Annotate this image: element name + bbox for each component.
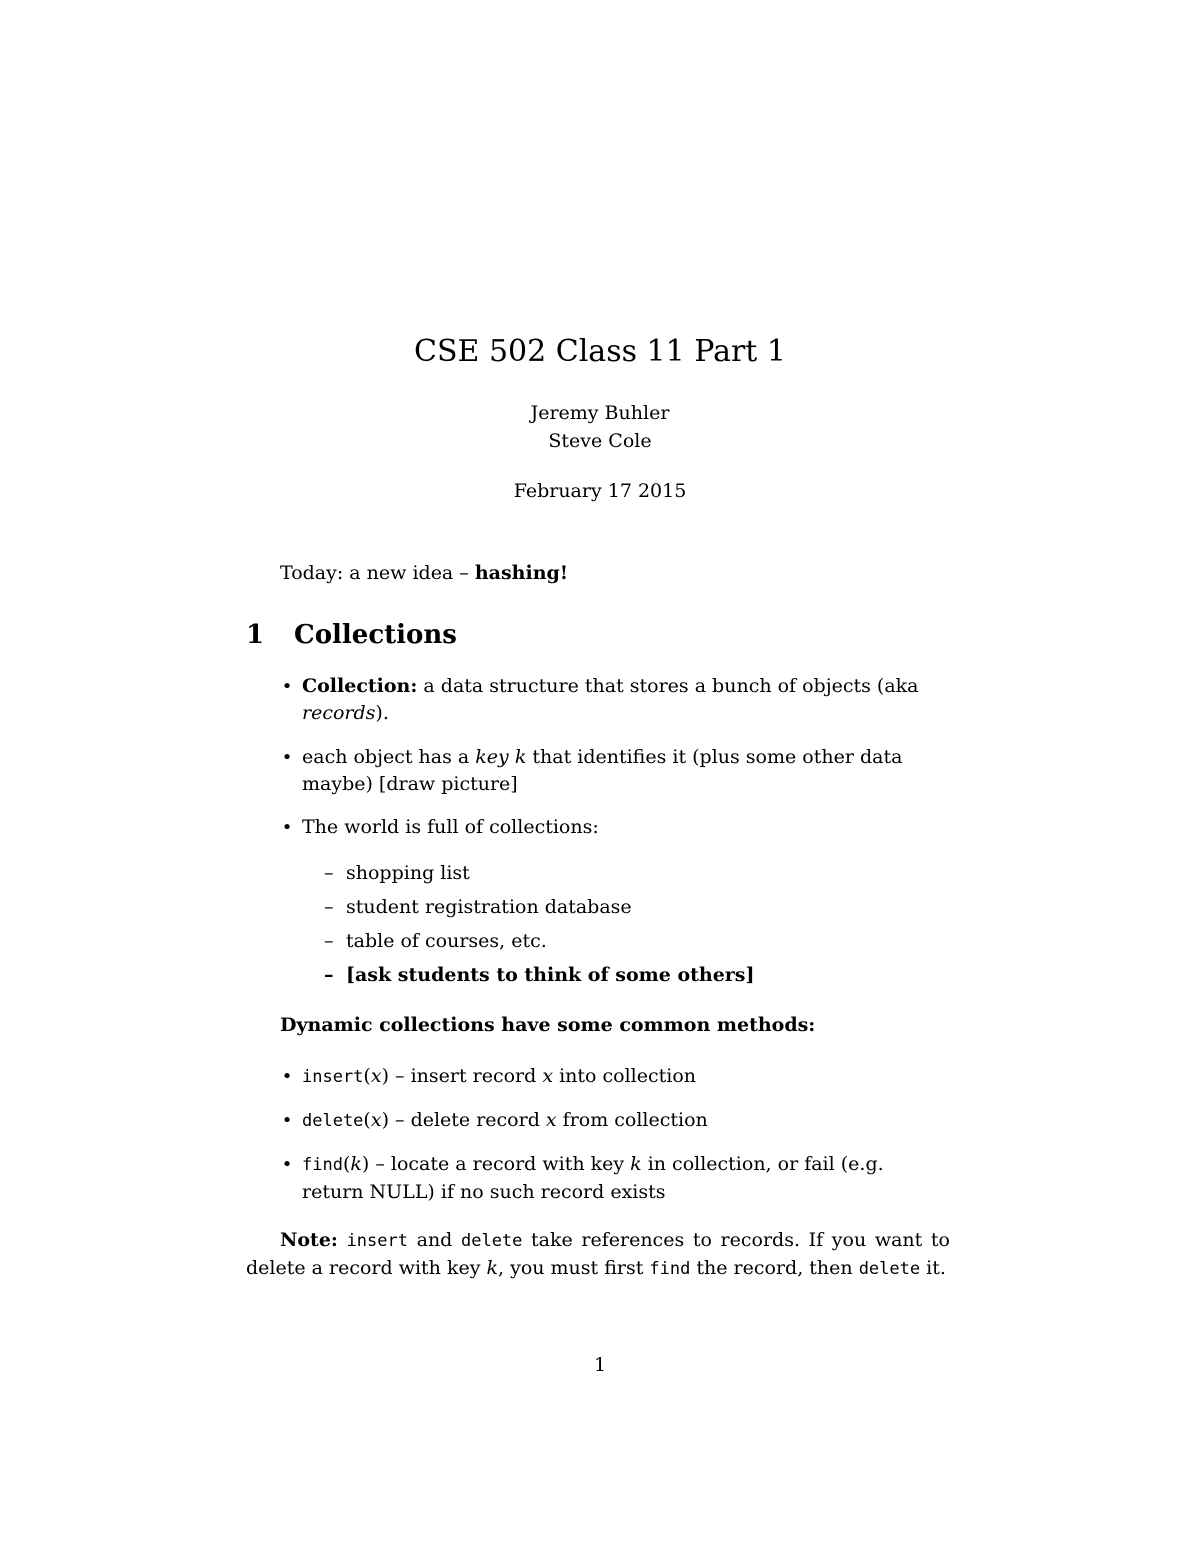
dash-icon: – xyxy=(324,862,334,884)
bullet-text: ). xyxy=(375,702,389,724)
note-code: delete xyxy=(460,1231,523,1251)
document-title: CSE 502 Class 11 Part 1 xyxy=(414,334,786,369)
intro-text: Today: a new idea – xyxy=(280,562,475,584)
method-var: x xyxy=(542,1065,554,1087)
paren-close: ) xyxy=(361,1153,370,1175)
method-text: – locate a record with key xyxy=(369,1153,631,1175)
note-code: find xyxy=(649,1259,691,1279)
note-text xyxy=(338,1229,347,1251)
bullet-icon: • xyxy=(281,676,293,697)
list-item xyxy=(324,962,946,988)
method-item xyxy=(281,1151,950,1206)
method-arg: k xyxy=(350,1153,362,1175)
bullet-text: a data structure that stores a bunch of objects (aka xyxy=(417,675,919,697)
method-var: x xyxy=(545,1109,557,1131)
bullet-icon: • xyxy=(281,1110,293,1131)
bullet-italic: k xyxy=(514,746,527,768)
bullet-icon: • xyxy=(281,1066,293,1087)
dash-icon: – xyxy=(324,930,334,952)
author-name: Jeremy Buhler xyxy=(530,402,670,424)
author-name: Steve Cole xyxy=(548,430,652,452)
method-var: k xyxy=(630,1153,642,1175)
bullet-item xyxy=(281,673,950,727)
note-text: , you must first xyxy=(498,1257,650,1279)
bullet-text: that identifies it (plus some other data maybe) [draw picture] xyxy=(302,746,903,795)
paren-close: ) xyxy=(381,1109,389,1131)
bullet-icon: • xyxy=(281,1154,293,1175)
note-text: take references to records. If you want to delete a record with key xyxy=(246,1229,950,1279)
document-date: February 17 2015 xyxy=(513,480,687,502)
paren-close: ) xyxy=(381,1065,389,1087)
list-item-text: [ask students to think of some others] xyxy=(346,964,755,986)
note-paragraph xyxy=(246,1227,950,1283)
method-name: find xyxy=(302,1155,343,1175)
note-code: delete xyxy=(858,1259,921,1279)
bullet-icon: • xyxy=(281,817,293,838)
note-text: the record, then xyxy=(690,1257,859,1279)
paren-open: ( xyxy=(342,1153,351,1175)
method-text: – insert record xyxy=(388,1065,543,1087)
list-item-text: student registration database xyxy=(346,896,632,918)
method-text: into collection xyxy=(553,1065,697,1087)
method-name: insert xyxy=(302,1067,364,1087)
list-item xyxy=(324,928,946,954)
bullet-italic: key xyxy=(475,746,509,768)
bullet-item xyxy=(281,814,950,841)
section-title: Collections xyxy=(294,620,457,650)
note-text: it. xyxy=(920,1257,946,1279)
note-label: Note: xyxy=(280,1229,338,1251)
page-number: 1 xyxy=(593,1354,607,1376)
method-item xyxy=(281,1107,950,1135)
intro-line xyxy=(280,560,568,586)
list-item xyxy=(324,860,946,886)
methods-heading: Dynamic collections have some common methods: xyxy=(280,1014,816,1036)
section-heading xyxy=(246,618,457,652)
note-code: insert xyxy=(346,1231,408,1251)
bullet-term: Collection: xyxy=(302,675,418,697)
section-number: 1 xyxy=(246,620,265,650)
list-item xyxy=(324,894,946,920)
bullet-text: each object has a xyxy=(302,746,476,768)
method-text: – delete record xyxy=(388,1109,546,1131)
dash-icon: – xyxy=(324,896,334,918)
note-var: k xyxy=(486,1257,499,1279)
paren-open: ( xyxy=(363,1065,371,1087)
intro-emphasis: hashing! xyxy=(474,562,569,584)
method-arg: x xyxy=(370,1065,382,1087)
method-item xyxy=(281,1063,950,1091)
bullet-italic: records xyxy=(302,702,376,724)
list-item-text: shopping list xyxy=(346,862,470,884)
method-text: in collection, or fail (e.g. return NULL) if no such record exists xyxy=(302,1153,884,1203)
method-text: from collection xyxy=(556,1109,708,1131)
method-name: delete xyxy=(302,1111,364,1131)
note-text: and xyxy=(407,1229,461,1251)
dash-icon: – xyxy=(324,964,334,986)
bullet-text: The world is full of collections: xyxy=(302,816,599,838)
bullet-icon: • xyxy=(281,747,293,768)
method-arg: x xyxy=(370,1109,382,1131)
list-item-text: table of courses, etc. xyxy=(346,930,547,952)
bullet-item xyxy=(281,744,950,798)
paren-open: ( xyxy=(363,1109,371,1131)
